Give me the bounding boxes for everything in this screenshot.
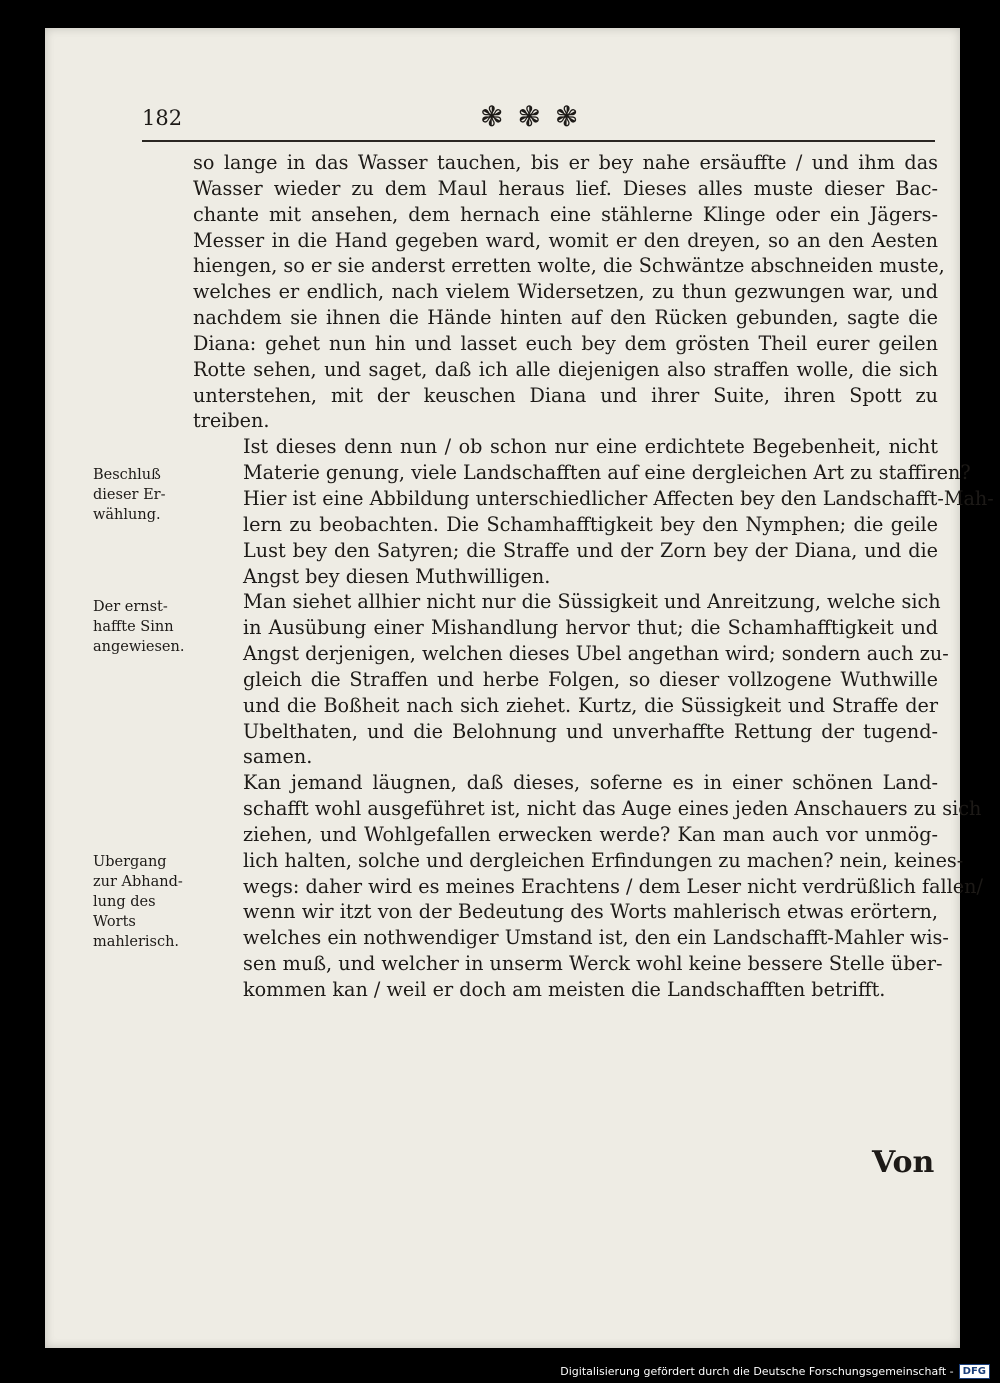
- text-line: Messer in die Hand gegeben ward, womit er den dreyen, so an den Aesten: [193, 228, 938, 252]
- paragraph: [193, 770, 983, 1003]
- text-line: Hier ist eine Abbildung unterschiedlicher Affecten bey den Landschafft-Mah-: [243, 486, 994, 510]
- body-text: [193, 150, 994, 1003]
- text-line: Ubelthaten, und die Belohnung und unverhaffte Rettung der tugend-: [243, 719, 938, 743]
- margin-note-line: Beschluß: [93, 467, 161, 483]
- dfg-logo: DFG: [959, 1364, 990, 1379]
- margin-note-line: angewiesen.: [93, 639, 185, 655]
- text-line: Man siehet allhier nicht nur die Süssigkeit und Anreitzung, welche sich: [243, 590, 941, 614]
- margin-note: [93, 465, 193, 525]
- text-line: wegs: daher wird es meines Erachtens / dem Leser nicht verdrüßlich fallen/: [243, 874, 983, 898]
- text-line: und die Boßheit nach sich ziehet. Kurtz, die Süssigkeit und Straffe der: [243, 693, 938, 717]
- text-line: lern zu beobachten. Die Schamhafftigkeit bey den Nymphen; die geile: [243, 512, 938, 536]
- margin-note-line: Der ernst-: [93, 599, 168, 615]
- page-number: 182: [142, 106, 183, 130]
- margin-note: [93, 597, 193, 657]
- text-line: treiben.: [193, 409, 270, 433]
- text-line: nachdem sie ihnen die Hände hinten auf den Rücken gebunden, sagte die: [193, 306, 938, 330]
- text-line: sen muß, und welcher in unserm Werck wohl keine bessere Stelle über-: [243, 952, 943, 976]
- margin-note-line: haffte Sinn: [93, 619, 174, 635]
- text-line: Angst bey diesen Muthwilligen.: [243, 564, 551, 588]
- margin-note: [93, 852, 193, 952]
- text-line: Angst derjenigen, welchen dieses Ubel angethan wird; sondern auch zu-: [243, 642, 949, 666]
- text-line: chante mit ansehen, dem hernach eine stählerne Klinge oder ein Jägers-: [193, 202, 938, 226]
- paragraph: [193, 589, 949, 770]
- text-line: Ist dieses denn nun / ob schon nur eine erdichtete Begebenheit, nicht: [243, 435, 938, 459]
- text-line: Diana: gehet nun hin und lasset euch bey dem grösten Theil eurer geilen: [193, 331, 938, 355]
- text-line: samen.: [243, 745, 313, 769]
- margin-note-line: lung des: [93, 894, 156, 910]
- header-ornament: ❃❃❃: [480, 100, 593, 133]
- text-line: Rotte sehen, und saget, daß ich alle diejenigen also straffen wolle, die sich: [193, 357, 938, 381]
- catchword: Von: [872, 1145, 935, 1180]
- text-line: gleich die Straffen und herbe Folgen, so dieser vollzogene Wuthwille: [243, 667, 938, 691]
- text-line: welches ein nothwendiger Umstand ist, den ein Landschafft-Mahler wis-: [243, 926, 949, 950]
- margin-note-line: mahlerisch.: [93, 934, 180, 950]
- text-line: lich halten, solche und dergleichen Erfindungen zu machen? nein, keines-: [243, 848, 964, 872]
- text-line: Lust bey den Satyren; die Straffe und der Zorn bey der Diana, und die: [243, 538, 938, 562]
- margin-note-line: zur Abhand-: [93, 874, 183, 890]
- text-line: hiengen, so er sie anderst erretten wolte, die Schwäntze abschneiden muste,: [193, 254, 945, 278]
- paragraph: [193, 434, 994, 589]
- footer-text: Digitalisierung gefördert durch die Deutsche Forschungsgemeinschaft -: [560, 1365, 954, 1378]
- margin-note-line: dieser Er-: [93, 487, 166, 503]
- text-line: in Ausübung einer Mishandlung hervor thut; die Schamhafftigkeit und: [243, 616, 938, 640]
- page-header: [142, 100, 935, 142]
- text-line: kommen kan / weil er doch am meisten die Landschafften betrifft.: [243, 978, 886, 1001]
- margin-note-line: Worts: [93, 914, 136, 930]
- text-line: schafft wohl ausgeführet ist, nicht das Auge eines jeden Anschauers zu sich: [243, 797, 982, 821]
- margin-note-line: wählung.: [93, 507, 161, 523]
- text-line: unterstehen, mit der keuschen Diana und ihrer Suite, ihren Spott zu: [193, 383, 938, 407]
- footer-credit: [560, 1364, 990, 1379]
- margin-note-line: Ubergang: [93, 854, 167, 870]
- text-line: ziehen, und Wohlgefallen erwecken werde? Kan man auch vor unmög-: [243, 822, 938, 846]
- text-line: welches er endlich, nach vielem Widersetzen, zu thun gezwungen war, und: [193, 280, 938, 304]
- text-line: Kan jemand läugnen, daß dieses, soferne es in einer schönen Land-: [243, 771, 938, 795]
- paragraph: [193, 150, 945, 434]
- text-line: Wasser wieder zu dem Maul heraus lief. Dieses alles muste dieser Bac-: [193, 176, 938, 200]
- text-line: so lange in das Wasser tauchen, bis er bey nahe ersäuffte / und ihm das: [193, 151, 938, 174]
- text-line: Materie genung, viele Landschafften auf eine dergleichen Art zu staffiren?: [243, 461, 971, 485]
- text-line: wenn wir itzt von der Bedeutung des Worts mahlerisch etwas erörtern,: [243, 900, 938, 924]
